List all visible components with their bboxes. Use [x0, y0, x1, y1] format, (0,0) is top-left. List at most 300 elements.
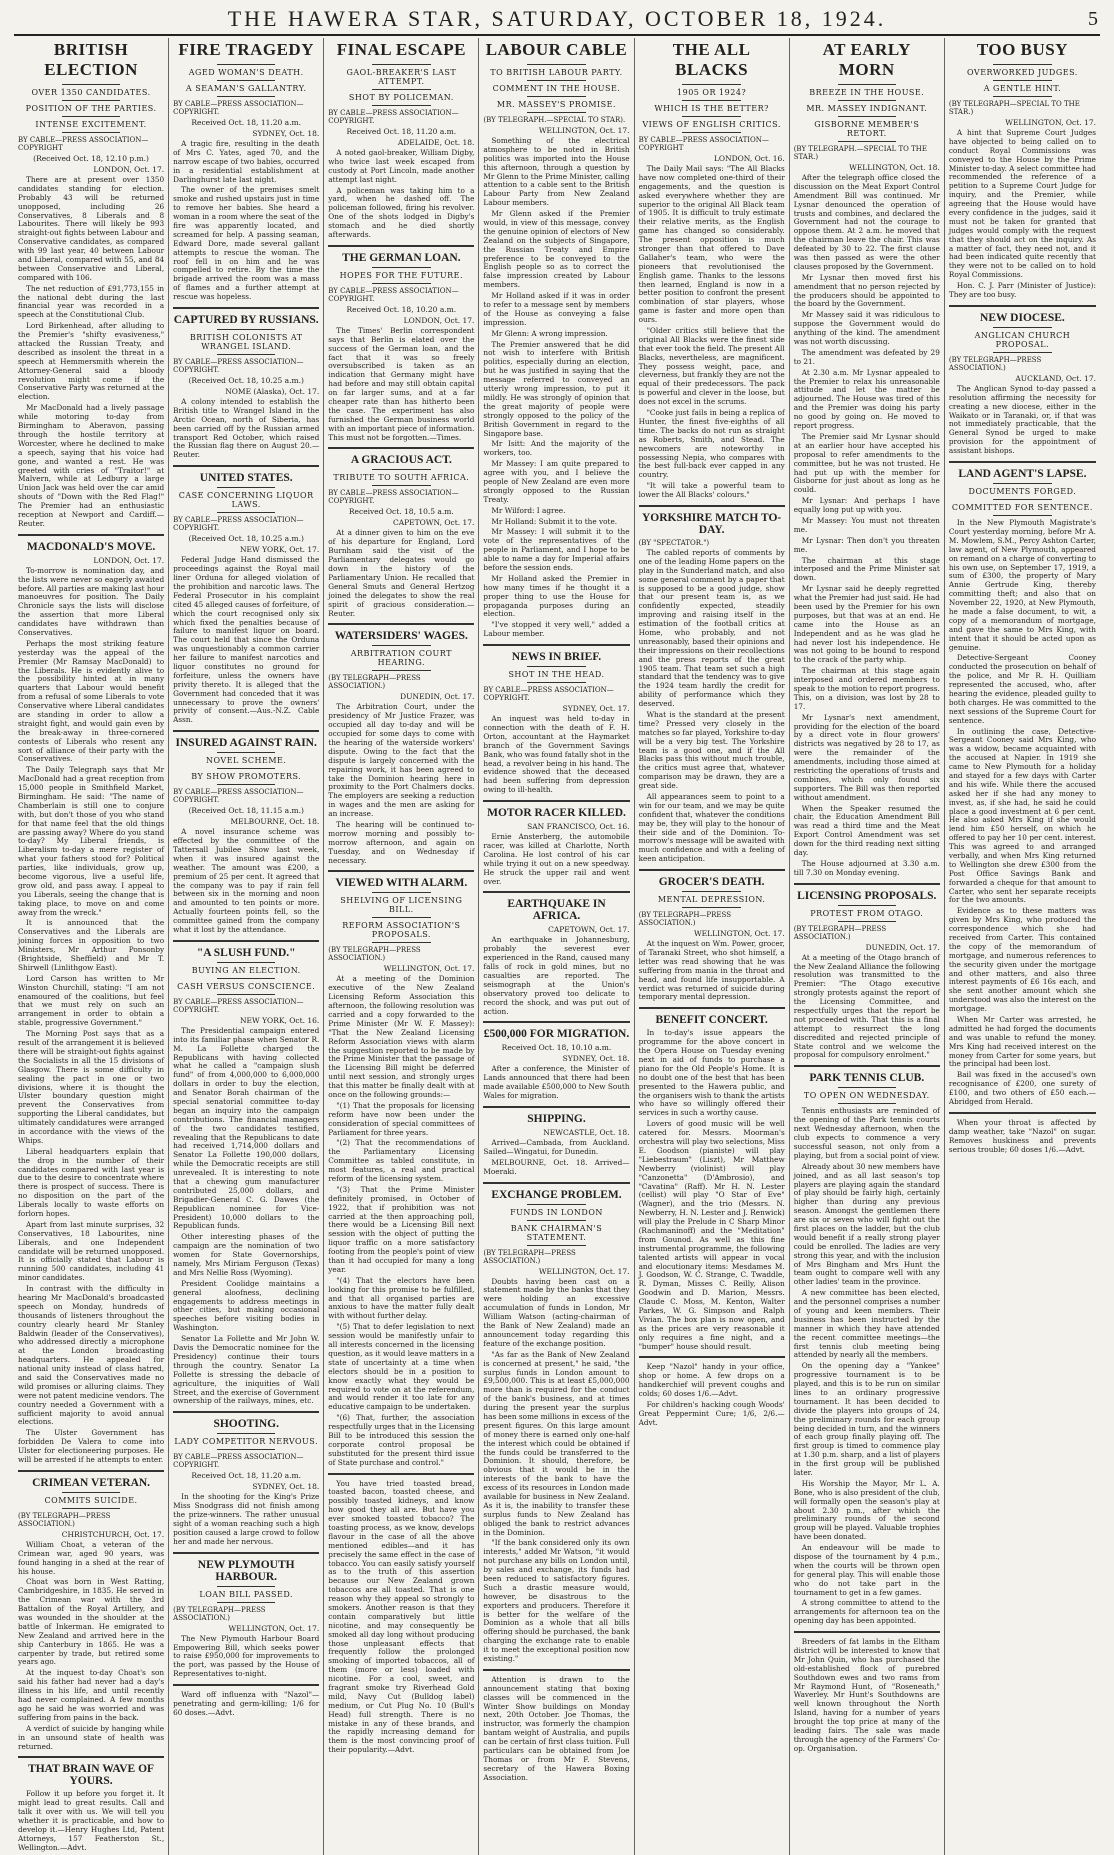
article	[328, 870, 474, 1467]
article-headline: LICENSING PROPOSALS.	[797, 889, 937, 902]
headline-separator	[682, 907, 740, 908]
received-time: (Received Oct. 18, 10.25 a.m.)	[188, 534, 304, 544]
main-headline: FIRE TRAGEDY	[178, 40, 314, 59]
article-headline: THAT BRAIN WAVE OF YOURS.	[28, 1763, 155, 1788]
body-paragraph: A colony intended to establish the British title to Wrangel Island in the Arctic Ocean, north of Siberia, has been carried off by the Russian armed transport Red October, which raised the Russian flag there on August 20.—Reuter.	[173, 397, 320, 460]
body-paragraph: Mr Massey: I am quite prepared to agree with you, and I believe the people of New Zealand are even more strongly opposed to the Russian Treaty.	[483, 459, 630, 504]
body-paragraph: The House adjourned at 3.30 a.m. till 7.30 on Monday evening.	[793, 858, 940, 877]
headline-separator	[217, 1433, 275, 1434]
article	[173, 940, 319, 1406]
body-paragraph: "(6) That, further, the association respectfully urges that in the Licensing Bill to be introduced this session the corporate control proposal be substituted for the present third issue of State purchase and control."	[328, 1413, 475, 1467]
headline-separator	[838, 905, 896, 906]
column-6	[790, 38, 945, 1855]
body-paragraph: "Cooke just fails in being a replica of Hunter, the finest five-eighths of all time. The backs do not run as straight as Roberts, Smith, and Stead. The newcomers are noteworthy in possessing Nepia, who compares with the best full-back ever capped in any country.	[638, 408, 785, 480]
article	[483, 1021, 629, 1101]
headline-separator	[372, 469, 430, 470]
article-divider	[483, 1182, 629, 1184]
page-number: 5	[1088, 8, 1098, 30]
article-headline: WATERSIDERS' WAGES.	[334, 630, 468, 643]
body-paragraph: The cabled reports of comments by one of the leading Home papers on the play in the Sunderland match, and also some general comment by a paper that is supposed to be a good judge, show that our present team is, as we confidently expected, steadily improving and raising itself in the estimation of the football critics at Home, who probably, and not unreasonably, based their opinions and their impressions on their recollections and the press reports of the great 1905 team. That team set such a high standard that the tendency was to give the 1924 team hardly the credit for ability of performance which they deserved.	[638, 547, 785, 709]
article-headline: YORKSHIRE MATCH TO-DAY.	[641, 511, 782, 536]
headline-separator	[217, 1586, 275, 1587]
body-paragraph: Hon. C. J. Parr (Minister of Justice): They are too busy.	[948, 281, 1096, 300]
body-paragraph: Attention is drawn to the announcement stating that boxing classes will be commenced in the Winter Show buildings on Monday next, 20th October. Joe Thomas, the instructor, was formerly the champion bantam weight of Australia, and pupils can be certain of first class tuition. Full particulars can be obtained from Joe Thomas or from Mr F. Stevens, secretary of the Hawera Boxing Association.	[483, 1674, 630, 1782]
dateline: (BY TELEGRAPH.—SPECIAL TO THE STAR.)	[793, 145, 927, 161]
headline-separator	[372, 917, 430, 918]
body-paragraph: Mr Wilford: I agree.	[491, 505, 566, 515]
place-dateline: LONDON, Oct. 17.	[93, 165, 165, 174]
headline-separator	[217, 768, 275, 769]
body-paragraph: The Premier answered that he did not wish to interfere with British politics, especially during an election, but he was justified in saying that the message referred to conveyed an utterly wrong impression, to put it mildly. He was strongly of opinion that the great majority of people were strongly opposed to the policy of the British Government in regard to the Singapore base.	[483, 339, 630, 438]
body-paragraph: His Worship the Mayor, Mr L. A. Bone, who is also president of the club, will formally open the season's play at about 2.30 p.m., after which the preliminary rounds of the second group will be played. Valuable trophies have been donated.	[793, 1478, 940, 1542]
place-dateline: LONDON, Oct. 16.	[713, 154, 785, 163]
article-headline: MACDONALD'S MOVE.	[26, 540, 156, 553]
place-dateline: SYDNEY, Oct. 18.	[562, 1054, 630, 1064]
article-headline: PARK TENNIS CLUB.	[809, 1072, 925, 1085]
place-dateline: ADELAIDE, Oct. 18.	[397, 138, 475, 147]
body-paragraph: Mr Holland: Submit it to the vote.	[491, 516, 618, 526]
article	[483, 1182, 629, 1664]
body-paragraph: At a dinner given to him on the eve of his departure for England, Lord Burnham said the visit of the Parliamentary delegates would go down in the history of the Parliamentary Union. He recalled that General Smuts and General Hertzog joined the delegates to show the real spirit of gracious consideration.—Reuter.	[328, 528, 475, 618]
body-paragraph: Perhaps the most striking feature yesterday was the appeal of the Premier (Mr Ramsay MacDonald) to the Liberals. He is evidently alive to the possibility hinted at in many quarters that Labour would benefit from a refusal of some Liberals to vote Conservative where Liberal candidates are standing in order to allow a straight fight, and would gain even by the break-away in three-cornered contests of Liberals who resent any sort of alliance of their party with the Conservatives.	[18, 638, 165, 764]
article	[328, 1473, 474, 1756]
body-paragraph: The Morning Post says that as a result of the arrangement it is believed there will be straight-out fights against the Socialists in all the 15 divisions of Glasgow. There is some difficulty in sealing the pact in one or two divisions, where it is thought the Ulster boundary question might prevent the Conservatives from supporting the Liberal candidates, but ultimately candidatures were arranged in accordance with the views of the Whips.	[18, 1029, 165, 1145]
article-divider	[483, 1106, 629, 1108]
article	[173, 1684, 319, 1718]
headline-separator	[217, 80, 275, 81]
headline-separator	[217, 512, 275, 513]
subheadline: OVERWORKED JUDGES.	[967, 68, 1078, 77]
headline-separator	[372, 892, 430, 893]
place-dateline: CHRISTCHURCH, Oct. 17.	[61, 1529, 165, 1539]
article-headline: NEW PLYMOUTH HARBOUR.	[197, 1558, 295, 1583]
body-paragraph: The net reduction of £91,773,155 in the national debt during the last financial year was recorded in a speech at the Constitutional Club.	[18, 283, 165, 320]
subheadline: FUNDS IN LONDON	[510, 1207, 603, 1217]
article-divider	[173, 1552, 319, 1554]
headline-separator	[372, 942, 430, 943]
body-paragraph: Lovers of good music will be well catered for. Messrs. Moorman's orchestra will play two selections, Miss E. Goodson (pianiste) will play "Liebestraum" (Liszt), Mr Matthew Newberry (violinist) will play "Canzonetta" (D'Ambrosio), and "Cavatina" (Raff). Mr H. N. Lester (cellist) will play "O Star of Eve" (Wagner), and the trio (Messrs. N. Newberry, H. N. Lester and J. Renwick) will play the Prelude in C Sharp Minor (Rachmaninoff) and the "Meditation" from Gounod. As well as this fine instrumental programme, the following talented artists will appear in vocal and elocutionary items: Mesdames M. J. Goodson, W. C. Strange, C. Twaddle, R. Dyman, Misses C. Reilly, Alison Goodwin and D. Marion, Messrs. Claude C. Moss, M. Kenton, Walter Parkes, W. G. Simpson and Ralph Vivian. The box plan is now open, and as the prices are very reasonable it only requires a fine night, and a "bumper" house should result.	[638, 1119, 785, 1351]
body-paragraph: Lord Carson has written to Mr Winston Churchill, stating: "I am not enamoured of the coalitions, but feel that we must rely on such an arrangement in order to obtain a stable, progressive Government."	[18, 973, 165, 1028]
place-dateline: WELLINGTON, Oct. 17.	[693, 929, 785, 939]
article	[949, 40, 1096, 300]
dateline: (BY TELEGRAPH—PRESS ASSOCIATION.)	[483, 1248, 576, 1265]
headline-separator	[682, 891, 740, 892]
article-headline: GROCER'S DEATH.	[658, 876, 765, 889]
article-divider	[328, 623, 474, 625]
subheadline: BREEZE IN THE HOUSE.	[809, 88, 925, 97]
body-paragraph: There are at present over 1350 candidates standing for election. Probably 43 will be returned unopposed, including 26 Conservatives, 8 Liberals and 8 Labourites. There will likely be 993 straight-out fights between Labour and Conservative candidates, as compared with 99 last year, 40 between Labour and Liberal, compared with 55, and 84 between Conservative and Liberal, compared with 106.	[18, 175, 165, 282]
article	[483, 40, 629, 639]
headline-separator	[372, 267, 430, 268]
masthead-title: THE HAWERA STAR, SATURDAY, OCTOBER 18, 1924.	[227, 6, 887, 31]
headline-separator	[682, 116, 740, 117]
subheadline: ARBITRATION COURT HEARING.	[350, 649, 452, 668]
body-paragraph: In outlining the case, Detective-Sergeant Cooney said Mrs King, who was a widow, became acquainted with the accused at Napier. In 1919 she came to New Plymouth for a holiday and stayed for a few days with Carter and his wife. While there the accused asked her if she had any money to invest, as, if she had, he said he could place a good investment at 6 per cent. He also asked Mrs King if she would lend him £50 herself, on which he offered to pay her 10 per cent. interest. This was agreed to and arranged verbally, and when Mrs King returned to Wellington she drew £300 from the Post Office Savings Bank and forwarded a cheque for that amount to Carter, who sent her separate receipts for the two amounts.	[948, 726, 1096, 905]
dateline: BY CABLE—PRESS ASSOCIATION—COPYRIGHT	[18, 136, 149, 152]
body-paragraph: "(5) That to defer legislation to next session would be manifestly unfair to all interests concerned in the licensing question, as it would leave matters in a state of uncertainty at a time when electors should be in a position to know exactly what they would be required to vote on at the referendum, and would render it too late for any educative campaign to be undertaken.	[328, 1322, 475, 1412]
dateline: BY CABLE—PRESS ASSOCIATION—COPYRIGHT.	[483, 686, 614, 703]
article-headline: NEW DIOCESE.	[980, 311, 1065, 324]
article-divider	[483, 1021, 629, 1023]
main-headline: BRITISH ELECTION	[44, 40, 138, 79]
body-paragraph: Apart from last minute surprises, 32 Conservatives, 18 Labourites, nine Liberals, and one Independent candidate will be returned unopposed. It is officially stated that Labour is running 500 candidates, including 41 minor candidates.	[18, 1219, 165, 1283]
headline-separator	[527, 666, 585, 667]
headline-separator	[527, 80, 585, 81]
headline-separator	[217, 1602, 275, 1603]
headline-separator	[372, 670, 430, 671]
body-paragraph: Something of the electrical atmosphere to be noted in British politics was imported into the House this afternoon, through a question by Mr Glenn to the Prime Minister, calling attention to a cable sent to the British Labour Party from New Zealand Labour members.	[483, 136, 630, 208]
article-divider	[173, 940, 319, 942]
body-paragraph: Mr Holland asked the Premier in how many times if he thought it a proper thing to use the House for propaganda purposes during an election.	[483, 573, 630, 619]
received-time: Received Oct. 18, 10.10 a.m.	[501, 1043, 612, 1053]
article-divider	[328, 447, 474, 449]
place-dateline: SYDNEY, Oct. 18.	[252, 129, 320, 138]
body-paragraph: After the telegraph office closed the discussion on the Meat Export Control Amendment Bill was continued. Mr Lysnar denounced the operation of trusts and combines, and declared the Government had not the courage to oppose them. At 2 a.m. he moved that the chairman leave the chair. This was defeated by 30 to 22. The first clause was then passed as were the other clauses proposed by the Government.	[793, 173, 940, 271]
body-paragraph: The chairman at this stage again interposed and ordered members to speak to the motion to report progress. This, on a division, was lost by 28 to 17.	[793, 666, 940, 711]
body-paragraph: The New Plymouth Harbour Board Empowering Bill, which seeks power to raise £950,000 for improvements to the port, was passed by the House of Representatives to-night.	[173, 1633, 320, 1679]
article-headline: EXCHANGE PROBLEM.	[491, 1188, 622, 1201]
article-divider	[794, 883, 940, 885]
dateline: BY CABLE—PRESS ASSOCIATION—COPYRIGHT.	[173, 788, 304, 805]
article	[639, 1007, 785, 1351]
headline-separator	[527, 64, 585, 65]
body-paragraph: Mr Massey: I will submit it to the vote of the representatives of the people in Parliament, and I hope to be able to name a day for Imperial affairs before the session ends.	[483, 527, 630, 572]
body-paragraph: For children's hacking cough Woods' Great Peppermint Cure; 1/6, 2/6.—Advt.	[638, 1399, 785, 1427]
body-paragraph: A strong committee to attend to the arrangements for afternoon tea on the opening day has been appointed.	[793, 1598, 940, 1626]
headline-separator	[838, 1087, 896, 1088]
headline-separator	[682, 132, 740, 133]
article-divider	[483, 800, 629, 802]
article-divider	[639, 1007, 785, 1009]
place-dateline: WELLINGTON, Oct. 18.	[849, 163, 940, 172]
masthead	[14, 4, 1100, 36]
body-paragraph: A hint that Supreme Court Judges have objected to being called on to conduct Royal Commissions was conveyed to the House by the Prime Minister to-day. A select committee had recommended the reference of a petition to a Supreme Court Judge for inquiry, and the Premier, while agreeing that the House would have every confidence in the judges, said it must not be taken for granted that judges would comply with the request that they should act on the inquiry. As a matter of fact, they need not, and it had been indicated quite recently that they were not to be called on to hold Royal Commissions.	[948, 128, 1096, 280]
article-divider	[173, 1411, 319, 1413]
subheadline: CASE CONCERNING LIQUOR LAWS.	[178, 491, 314, 510]
body-paragraph: Mr Lysnar then moved first his amendment that no person rejected by the producers should be appointed to the board by the Government.	[793, 272, 940, 309]
article-divider	[949, 1112, 1096, 1114]
article-divider	[794, 1065, 940, 1067]
body-paragraph: At the inquest on Wm. Power, grocer, of Taranaki Street, who shot himself, a letter was read showing that he was suffering from mania in the throat and head, and found life insupportable. A verdict was returned of suicide during temporary mental depression.	[638, 939, 785, 1002]
subheadline: MENTAL DEPRESSION.	[657, 895, 766, 905]
subheadline: MR. MASSEY'S PROMISE.	[496, 100, 617, 109]
article-divider	[18, 1470, 164, 1472]
article	[173, 307, 319, 460]
body-paragraph: The Premier said Mr Lysnar should at an earlier hour have accepted his proposal to refer amendments to the committee, but he was not trusted. He had put up with the member for Gisborne for just about as long as he could.	[793, 431, 940, 495]
body-paragraph: A verdict of suicide by hanging while in an unsound state of health was returned.	[18, 1723, 165, 1751]
column-1	[14, 38, 169, 1855]
body-paragraph: In to-day's issue appears the programme for the above concert in the Opera House on Tuesday evening next in aid of funds to purchase a piano for the Old People's Home. It is no doubt one of the best that has been presented to the Hawera public, and the organisers wish to thank the artists who have so willingly offered their services in such a worthy cause.	[638, 1028, 785, 1118]
place-dateline: LONDON, Oct. 17.	[93, 555, 165, 565]
body-paragraph: An inquest was held to-day in connection with the death of F. H. Orton, accountant at the Haymarket branch of the Government Savings Bank, who was found fatally shot in the head, a revolver being in his hand. The evidence showed that the deceased had been suffering from depression owing to ill-health.	[483, 714, 630, 795]
body-paragraph: Doubts having been cast on a statement made by the banks that they were holding an excessive accumulation of funds in London, Mr William Watson (acting-chairman of the Bank of New Zealand) made an announcement today regarding this feature of the exchange position.	[483, 1276, 630, 1348]
subheadline: BANK CHAIRMAN'S STATEMENT.	[510, 1223, 603, 1242]
headline-separator	[217, 962, 275, 963]
article	[639, 1356, 785, 1427]
dateline: (BY "SPECTATOR.")	[638, 538, 710, 547]
article-divider	[483, 644, 629, 646]
headline-separator	[217, 487, 275, 488]
body-paragraph: Mr Glenn asked if the Premier would, in view of this message, convey the genuine opinion of electors of New Zealand on the subjects of Singapore, the Russian Treaty and Empire preference to be conveyed to the English people so as to correct the false impression created by Labour members.	[483, 209, 630, 290]
dateline: BY CABLE—PRESS ASSOCIATION—COPYRIGHT.	[173, 358, 304, 375]
headline-separator	[993, 515, 1052, 516]
body-paragraph: "Older critics still believe that the original All Blacks were the finest side that ever took the field. The present All Blacks, nevertheless, are magnificent. They possess weight, pace, and cleverness, but frankly they are not the equal of their predecessors. The pack is powerful and clever in the loose, but does not excel in the scrums.	[638, 326, 785, 407]
dateline: (BY TELEGRAPH—PRESS ASSOCIATION.)	[328, 946, 421, 963]
article-divider	[173, 307, 319, 309]
article-headline: INSURED AGAINST RAIN.	[175, 737, 317, 750]
place-dateline: CAPETOWN, Oct. 17.	[548, 925, 630, 935]
article-divider	[483, 891, 629, 893]
body-paragraph: The chairman at this stage interposed and the Prime Minister sat down.	[793, 555, 940, 583]
headline-separator	[372, 485, 430, 486]
subheadline: BUYING AN ELECTION.	[191, 965, 301, 975]
dateline: (BY TELEGRAPH—PRESS ASSOCIATION.)	[173, 1605, 266, 1622]
article	[173, 465, 319, 725]
subheadline: CASH VERSUS CONSCIENCE.	[177, 981, 316, 991]
body-paragraph: Mr Lysnar's next amendment, providing for the election of the board by a direct vote in flour growers' districts was negatived by 28 to 17, as were the remainder of the amendments, including those aimed at restricting the operations of trusts and combines, which only found six supporters. The Bill was then reported without amendment.	[793, 712, 940, 802]
article-divider	[328, 870, 474, 872]
body-paragraph: Choat was born in West Ratting, Cambridgeshire, in 1835. He served in the Crimean war with the 3rd Battalion of the Royal Artillery, and was wounded in the shoulder at the battle of Inkerman. He emigrated to New Zealand and arrived here in the ship Canterbury in 1865. He was a carpenter by trade, but retired some years ago.	[18, 1577, 165, 1667]
article-divider	[949, 305, 1096, 307]
subheadline: 1905 OR 1924?	[677, 88, 747, 97]
body-paragraph: In the New Plymouth Magistrate's Court yesterday morning, before Mr A. M. Mowlem, S.M., Percy Ashton Carter, law agent, of New Plymouth, appeared on remand on a charge of converting to his own use, on September 17, 1919, a sum of £300, the property of Mary Annie Gertrude King, thereby committing theft; and also that on November 22, 1920, at New Plymouth, he made a false document, to wit, a copy of a memorandum of mortgage, and gave the same to Mrs King, with intent that it should be acted upon as genuine.	[948, 518, 1096, 652]
headline-separator	[993, 499, 1052, 500]
body-paragraph: The Anglican Synod to-day passed a resolution affirming the necessity for creating a new diocese, either in the Waikato or in Taranaki, or, if that was not immediately practicable, that the General Synod be urged to make provision for the appointment of assistant bishops.	[948, 383, 1096, 456]
article	[18, 40, 164, 529]
body-paragraph: Detective-Sergeant Cooney conducted the prosecution on behalf of the police, and Mr R. H. Quilliam represented the accused, who, after hearing the evidence, pleaded guilty to both charges. He was committed to the next sessions of the Supreme Court for sentence.	[948, 653, 1096, 725]
subheadline: GISBORNE MEMBER'S RETORT.	[814, 120, 920, 138]
dateline: BY CABLE—PRESS ASSOCIATION—COPYRIGHT.	[328, 286, 459, 303]
headline-separator	[838, 1103, 896, 1104]
dateline: (BY TELEGRAPH.—SPECIAL TO STAR).	[483, 116, 626, 124]
article	[173, 1552, 319, 1679]
body-paragraph: It is announced that the Conservatives and the Liberals are joining forces in opposition to two Ministers, Mr Arthur Ponsonby (Brightside, Sheffield) and Mr T. Shirwell (Linlithgow East).	[18, 918, 165, 972]
article-headline: THE GERMAN LOAN.	[342, 251, 461, 264]
article	[639, 40, 785, 500]
subheadline: COMMITTED FOR SENTENCE.	[951, 503, 1093, 513]
subheadline: LADY COMPETITOR NERVOUS.	[174, 1437, 319, 1447]
body-paragraph: The amendment was defeated by 29 to 21.	[793, 347, 940, 366]
body-paragraph: "I've stopped it very well," added a Labour member.	[483, 620, 630, 639]
headline-separator	[993, 483, 1052, 484]
article	[639, 505, 785, 864]
place-dateline: SAN FRANCISCO, Oct. 16.	[527, 822, 630, 832]
body-paragraph: In the shooting for the King's Prize Miss Snodgrass did not finish among the prize-winners. The rather unusual sight of a woman reaching such a high position caused a large crowd to follow her and made her nervous.	[173, 1492, 320, 1546]
main-headline: FINAL ESCAPE	[336, 40, 466, 59]
body-paragraph: The owner of the premises smelt smoke and rushed upstairs just in time to remove her babies. She heard a woman in a room where the seat of the fire was apparently located, and screamed for help. A passing seaman, Edward Dore, made several gallant attempts to rescue the woman. The roof fell in on him and he was compelled to retire. By the time the brigade arrived the room was a mass of flames and a further attempt at rescue was hopeless.	[173, 185, 320, 302]
main-headline: AT EARLY MORN	[822, 40, 911, 79]
body-paragraph: Tennis enthusiasts are reminded of the opening of the Park tennis courts next Wednesday afternoon, when the club expects to commence a very successful season, not only from a playing, but from a social point of view.	[793, 1106, 940, 1160]
body-paragraph: A new committee has been elected, and the personnel comprises a number of young and keen members. Their business has been instructed by the manner in which they have attended the recent committee meetings—the first tennis club meeting being attended by nearly all the members.	[793, 1288, 940, 1360]
subheadline: A SEAMAN'S GALLANTRY.	[185, 84, 307, 93]
body-paragraph: An earthquake in Johannesburg, probably the severest ever experienced in the Rand, caused many falls of rock in gold mines, but no casualties are reported. The seismograph at the Union's observatory proved too delicate to record the shock, and was put out of action.	[483, 935, 630, 1016]
body-paragraph: Arrived—Cambada, from Auckland. Sailed—Wingatui, for Dunedin.	[483, 1138, 630, 1156]
article-divider	[639, 1356, 785, 1358]
article	[483, 891, 629, 1016]
article	[483, 1106, 629, 1177]
headline-separator	[993, 327, 1052, 328]
headline-separator	[838, 100, 896, 101]
subheadline: SHOT IN THE HEAD.	[508, 670, 605, 680]
columns-container	[14, 38, 1100, 1852]
main-headline: LABOUR CABLE	[485, 40, 628, 59]
body-paragraph: A novel insurance scheme was effected by the committee of the Tattersall Jubilee Show last week, when it was insured against the weather. The amount was £200, a premium of 25 per cent. It agreed that the company was to pay if rain fell between six in the morning and noon and amounted to ten points or more. Actually fourteen points fell, so the committee gained from the company what it lost by the attendance.	[173, 827, 320, 934]
article-headline: SHIPPING.	[527, 1113, 586, 1126]
body-paragraph: The Daily Mail says: "The All Blacks have now completed one-third of their engagements, and the question is asked everywhere whether they are superior to the original All Black team of 1905. It is difficult to truly estimate their relative merits, as the English game has changed so considerably. The present opposition is much stronger than that offered to Dave Gallaher's team, who were the pioneers that revolutionised the English game. Thanks to the lessons then learned, England is now in a better position to confront the present combination of star players, whose game is faster and more open than ours.	[638, 164, 785, 325]
article	[639, 869, 785, 1002]
article-headline: NEWS IN BRIEF.	[511, 651, 602, 664]
article-divider	[18, 1756, 164, 1758]
subheadline: BRITISH COLONISTS AT WRANGEL ISLAND.	[189, 333, 303, 352]
received-time: Received Oct. 18, 11.20 a.m.	[191, 1471, 302, 1481]
dateline: (BY TELEGRAPH—PRESS ASSOCIATION.)	[793, 924, 887, 941]
article-headline: EARTHQUAKE IN AFRICA.	[507, 898, 606, 923]
article-divider	[483, 1669, 629, 1671]
subheadline: BY SHOW PROMOTERS.	[191, 772, 302, 782]
body-paragraph: Federal Judge Hand dismissed the proceedings against the Royal mail liner Orduna for alleged violation of the prohibition and narcotic laws. The Federal Prosecutor in his complaint cited 45 alleged causes of forfeiture, of which the court recognised only six which fixed the penalties because of failure to manifest liquor on board. The court held that since the Orduna was unquestionably a common carrier her failure to manifest narcotics and liquor constitutes no ground for forfeiture, unless the owners have privity thereto. It is alleged that the Government had conceded that it was unnecessary to prove the owners' privity of consent.—Aus.-N.Z. Cable Assn.	[173, 555, 320, 725]
body-paragraph: An endeavour will be made to dispose of the tournament by 4 p.m., when the courts will be thrown open for general play. This will enable those who do not take part in the tournament to get in a few games.	[793, 1543, 940, 1597]
main-headline: TOO BUSY	[976, 40, 1068, 59]
column-2	[169, 38, 324, 1855]
body-paragraph: The Times' Berlin correspondent says that Berlin is elated over the success of the German loan, and the fact that it was so freely oversubscribed is taken as an indication that Germany might have had before and may still obtain capital on far larger sums, and at a far cheaper rate than has hitherto been the case. The experiment has also furnished the German business world with an important piece of information. This must not be forgotten.—Times.	[328, 325, 475, 442]
received-time: Received Oct. 18, 11.20 a.m.	[346, 127, 457, 136]
received-time: (Received Oct. 18, 11.15 a.m.)	[188, 806, 304, 816]
headline-separator	[62, 100, 120, 101]
headline-separator	[993, 64, 1052, 65]
article-divider	[949, 461, 1096, 463]
headline-separator	[372, 283, 430, 284]
column-5	[635, 38, 790, 1855]
subheadline: TRIBUTE TO SOUTH AFRICA.	[333, 473, 470, 483]
headline-separator	[372, 645, 430, 646]
article	[328, 447, 474, 618]
body-paragraph: Mr Isitt: And the majority of the workers, too.	[483, 439, 630, 458]
place-dateline: CAPETOWN, Oct. 17.	[392, 518, 475, 528]
article-headline: MOTOR RACER KILLED.	[487, 807, 626, 820]
body-paragraph: Follow it up before you forget it. It might lead to great results. Call and talk it over with us. We will tell you whether it is practicable, and how to develop it.—Henry Hughes Ltd, Patent Attorneys, 157 Featherston St., Wellington.—Advt.	[18, 1789, 165, 1852]
subheadline: GAOL-BREAKER'S LAST ATTEMPT.	[346, 68, 457, 86]
body-paragraph: The Arbitration Court, under the presidency of Mr Justice Frazer, was occupied all day to-day and will be occupied for some days to come with the hearing of the waterside workers' dispute. Owing to the fact that the dispute is largely concerned with the repairing work, it has been agreed to take the Dominion hearing here in proximity to the Port Chalmers docks. The employers are seeking a reduction in wages and the men are asking for an increase.	[328, 702, 475, 819]
body-paragraph: Mr Glenn: A wrong impression.	[491, 328, 608, 338]
body-paragraph: To-morrow is nomination day, and the lists were never so eagerly awaited before. All parties are making last hour manoeuvres for position. The Daily Chronicle says the lists will disclose the assertion that more Liberal candidates have withdrawn than Conservatives.	[18, 565, 165, 637]
subheadline: COMMENT IN THE HOUSE.	[492, 84, 621, 93]
place-dateline: NEWCASTLE, Oct. 18.	[543, 1128, 630, 1138]
column-4	[479, 38, 634, 1855]
headline-separator	[372, 89, 430, 90]
article	[328, 623, 474, 865]
headline-separator	[527, 112, 585, 113]
subheadline: PROTEST FROM OTAGO.	[810, 908, 924, 918]
headline-separator	[217, 784, 275, 785]
place-dateline: SYDNEY, Oct. 18.	[252, 1482, 320, 1492]
place-dateline: WELLINGTON, Oct. 17.	[538, 126, 630, 135]
dateline: BY CABLE—PRESS ASSOCIATION—COPYRIGHT.	[173, 100, 304, 116]
subheadline: AGED WOMAN'S DEATH.	[188, 68, 304, 77]
body-paragraph: Liberal headquarters explain that the drop in the number of their candidates compared with last year is due to the desire to concentrate where there is prospect of success. There is no disposition on the part of the Liberals locally to waste efforts on forlorn hopes.	[18, 1146, 165, 1218]
dateline: BY CABLE—PRESS ASSOCIATION—COPYRIGHT	[638, 136, 769, 152]
place-dateline: NEW YORK, Oct. 16.	[239, 1015, 320, 1025]
headline-separator	[527, 96, 585, 97]
body-paragraph: "(3) That the Prime Minister definitely promised, in October of 1922, that if prohibition was not carried at the then approaching poll, there would be a Licensing Bill next session with the object of putting the liquor traffic on a more satisfactory footing from the people's point of view than it had occupied for many a long year.	[328, 1184, 475, 1274]
body-paragraph: William Choat, a veteran of the Crimean war, aged 90 years, was found hanging in a shed at the rear of his house.	[18, 1539, 165, 1576]
article	[483, 1669, 629, 1783]
place-dateline: WELLINGTON, Oct. 17.	[383, 964, 475, 974]
headline-separator	[527, 1220, 585, 1221]
body-paragraph: A noted gaol-breaker, William Digby, who twice last week escaped from custody at Port Lincoln, made another attempt last night.	[328, 148, 475, 184]
body-paragraph: "(2) That the recommendations of the Parliamentary Licensing Committee as tabled constitute, in most features, a real and practical reform of the licensing system.	[328, 1138, 475, 1184]
body-paragraph: Already about 30 new members have joined, and as all last season's top players are playing again the standard of play should be fairly high, certainly higher than during any previous season. Amongst the gentlemen there are six or seven who will fight out the first places on the ladder, but the club would benefit if a really strong player could be enrolled. The ladies are very strong this year, and with the inclusion of Mrs Bingham and Mrs Hunt the team ought to compare well with any other ladies' team in the province.	[793, 1161, 940, 1287]
subheadline: MR. MASSEY INDIGNANT.	[806, 104, 928, 113]
body-paragraph: Evidence as to these matters was given by Mrs King, who produced the correspondence which she had received from Carter. This contained the copy of the memorandum of mortgage, and numerous references to the security given under the mortgage and other matters, and also three interest payments of £6 16s each, and she sent another amount which she understood was also the interest on the mortgage.	[948, 906, 1096, 1014]
article-divider	[18, 534, 164, 536]
dateline: BY CABLE—PRESS ASSOCIATION—COPYRIGHT.	[173, 1453, 304, 1470]
body-paragraph: "It will take a powerful team to lower the All Blacks' colours."	[638, 481, 785, 500]
headline-separator	[682, 84, 740, 85]
headline-separator	[682, 100, 740, 101]
received-time: Received Oct. 18, 11.20 a.m.	[191, 118, 302, 127]
body-paragraph: "If the bank considered only its own interests," added Mr Watson, "it would not purchase any bills on London until, by sales and exchange, its funds had been reduced to satisfactory figures. Such a drastic measure would, however, be disastrous to the exporters and producers. Therefore it is better for the welfare of the Dominion as a whole that all bills offering should be purchased, the bank charging the exchange rate to enable it to meet the exceptional position now existing."	[483, 1538, 630, 1663]
place-dateline: AUCKLAND, Oct. 17.	[1015, 373, 1096, 383]
article	[328, 245, 474, 443]
headline-separator	[838, 84, 896, 85]
headline-separator	[993, 80, 1052, 81]
body-paragraph: What is the standard at the present time? Pressed very closely in the matches so far played, Yorkshire to-day will be a very big test. The Yorkshire team is a good one, and if the All Blacks pass this without much trouble, the critics must agree that, whatever comparison may be drawn, they are a great side.	[638, 709, 785, 791]
body-paragraph: On the opening day a "Yankee" progressive tournament is to be played, and this is to be run on similar lines to an ordinary progressive tournament. It has been decided to divide the players into groups of 24, the preliminary rounds for each group being decided in turn, and the winners of each group finally playing off. The first group is timed to commence play at 1.30 p.m. sharp, and a list of players in the first group will be published later.	[793, 1361, 940, 1477]
article-divider	[639, 869, 785, 871]
body-paragraph: The hearing will be continued to-morrow morning and possibly to-morrow afternoon, and again on Tuesday, and on Wednesday if necessary.	[328, 819, 475, 865]
main-headline: THE ALL BLACKS	[672, 40, 751, 79]
headline-separator	[62, 132, 120, 133]
article	[794, 1631, 940, 1754]
place-dateline: LONDON, Oct. 17.	[403, 315, 475, 325]
body-paragraph: Ernie Ansterberg, the automobile racer, was killed at Charlotte, North Carolina. He lost control of his car while trying it out on a new speedway. He struck the upper rail and went over.	[483, 832, 630, 886]
dateline: (BY TELEGRAPH—PRESS ASSOCIATION.)	[638, 911, 731, 928]
subheadline: HOPES FOR THE FUTURE.	[339, 270, 464, 280]
headline-separator	[217, 329, 275, 330]
article-divider	[639, 505, 785, 507]
body-paragraph: After a conference, the Minister of Lands announced that there had been made available £500,000 to New South Wales for migration.	[483, 1064, 630, 1101]
subheadline: NOVEL SCHEME.	[206, 756, 287, 766]
article-divider	[173, 1684, 319, 1686]
article	[794, 1065, 940, 1626]
dateline: (BY TELEGRAPH—PRESS ASSOCIATION.)	[328, 674, 421, 691]
article-headline: VIEWED WITH ALARM.	[335, 877, 468, 890]
article	[328, 40, 474, 240]
headline-separator	[993, 352, 1052, 353]
place-dateline: SYDNEY, Oct. 17.	[562, 704, 630, 714]
article-headline: BENEFIT CONCERT.	[655, 1014, 768, 1027]
headline-separator	[217, 978, 275, 979]
place-dateline: WELLINGTON, Oct. 17.	[1005, 118, 1096, 127]
subheadline: VIEWS OF ENGLISH CRITICS.	[642, 120, 781, 129]
headline-separator	[838, 921, 896, 922]
body-paragraph: Bail was fixed in the accused's own recognisance of £200, one surety of £100, and two others of £50 each.—Abridged from Herald.	[948, 1070, 1096, 1107]
place-dateline: WELLINGTON, Oct. 17.	[228, 1623, 320, 1633]
article-headline: CAPTURED BY RUSSIANS.	[173, 314, 319, 327]
headline-separator	[372, 64, 430, 65]
headline-separator	[62, 1508, 120, 1509]
body-paragraph: A policeman was taking him to a yard, when he dashed off. The policeman followed, firing his revolver. One of the shots lodged in Digby's stomach and he died shortly afterwards.	[328, 185, 475, 240]
article-headline: SHOOTING.	[213, 1418, 279, 1431]
dateline: (BY TELEGRAPH—PRESS ASSOCIATION.)	[948, 355, 1042, 372]
headline-separator	[217, 64, 275, 65]
headline-separator	[527, 1245, 585, 1246]
article-divider	[328, 1473, 474, 1475]
headline-separator	[217, 1449, 275, 1450]
body-paragraph: Keep "Nazol" handy in your office, shop or home. A few drops on a handkerchief will prevent coughs and colds; 60 doses 1/6.—Advt.	[638, 1362, 785, 1399]
article	[18, 1470, 164, 1751]
place-dateline: DUNEDIN, Oct. 17.	[865, 942, 940, 952]
